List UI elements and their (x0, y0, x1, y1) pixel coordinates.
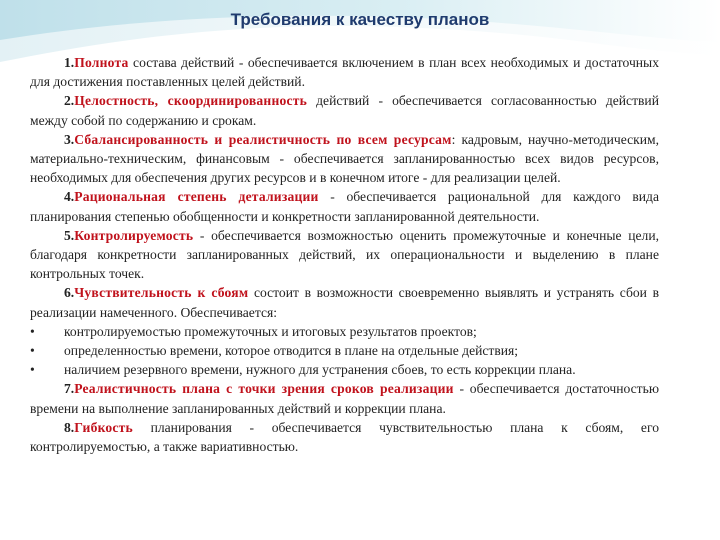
bullet-text: наличием резервного времени, нужного для устранения сбоев, то есть коррекции плана. (64, 362, 576, 378)
requirements-list (30, 53, 659, 456)
item-number: 6. (64, 285, 75, 301)
item-number: 4. (64, 189, 75, 205)
bullet-mark: • (30, 362, 35, 378)
list-item (30, 226, 659, 284)
item-term: Реалистичность плана с точки зрения сроков реализации (74, 381, 454, 397)
item-text: состоит в возможности своевременно выявлять и устранять сбои в реализации намеченного. Обеспечивается: (30, 285, 660, 320)
list-item (30, 130, 659, 188)
item-number: 8. (64, 419, 75, 435)
item-term: Полнота (74, 55, 129, 70)
list-item (30, 283, 659, 321)
bullet-mark: • (30, 343, 35, 359)
item-text: - обеспечивается рациональной для каждого вида планирования степенью обобщенности и конкретности запланированной деятельности. (30, 189, 659, 224)
item-number: 3. (64, 131, 75, 147)
bullet-text: определенностью времени, которое отводится в плане на отдельные действия; (64, 343, 519, 359)
item-text: - обеспечивается достаточностью времени на выполнение запланированных действий и коррекции плана. (30, 381, 659, 416)
list-item (30, 418, 659, 456)
item-term: Целостность, скоординированность (74, 93, 307, 109)
item-text: состава действий - обеспечивается включением в план всех необходимых и достаточных для достижения поставленных целей действий. (30, 55, 659, 90)
list-item (30, 53, 659, 91)
item-term: Рациональная степень детализации (74, 189, 319, 205)
bullet-item (30, 341, 659, 360)
item-number: 1. (64, 55, 75, 70)
item-number: 5. (64, 227, 75, 243)
item-text: действий - обеспечивается согласованностью действий между собой по содержанию и срокам. (30, 93, 659, 128)
item-text: : кадровым, научно-методическим, материально-техническим, финансовым - обеспечивается запланированностью всех видов ресурсов, необходимых для обеспечения других ресурсов и в конечном итоге - для реализации целей. (30, 131, 659, 186)
item-number: 2. (64, 93, 75, 109)
item-term: Гибкость (74, 419, 133, 435)
item-text: - обеспечивается возможностью оценить промежуточные и конечные цели, благодаря конкретности запланированных действий, их операциональности и выделению в плане контрольных точек. (30, 227, 659, 282)
item-number: 7. (64, 381, 75, 397)
list-item (30, 91, 659, 129)
bullet-mark: • (30, 323, 35, 339)
item-text: планирования - обеспечивается чувствительностью плана к сбоям, его контролируемостью, а также вариативностью. (30, 419, 659, 455)
list-item (30, 187, 659, 225)
item-term: Чувствительность к сбоям (74, 285, 249, 301)
bullet-item (30, 360, 659, 379)
item-term: Контролируемость (74, 227, 194, 243)
slide-title: Требования к качеству планов (230, 10, 490, 29)
list-item (30, 379, 659, 417)
bullet-item (30, 322, 659, 341)
item-term: Сбалансированность и реалистичность по всем ресурсам (74, 131, 452, 147)
bullet-text: контролируемостью промежуточных и итоговых результатов проектов; (64, 323, 477, 339)
